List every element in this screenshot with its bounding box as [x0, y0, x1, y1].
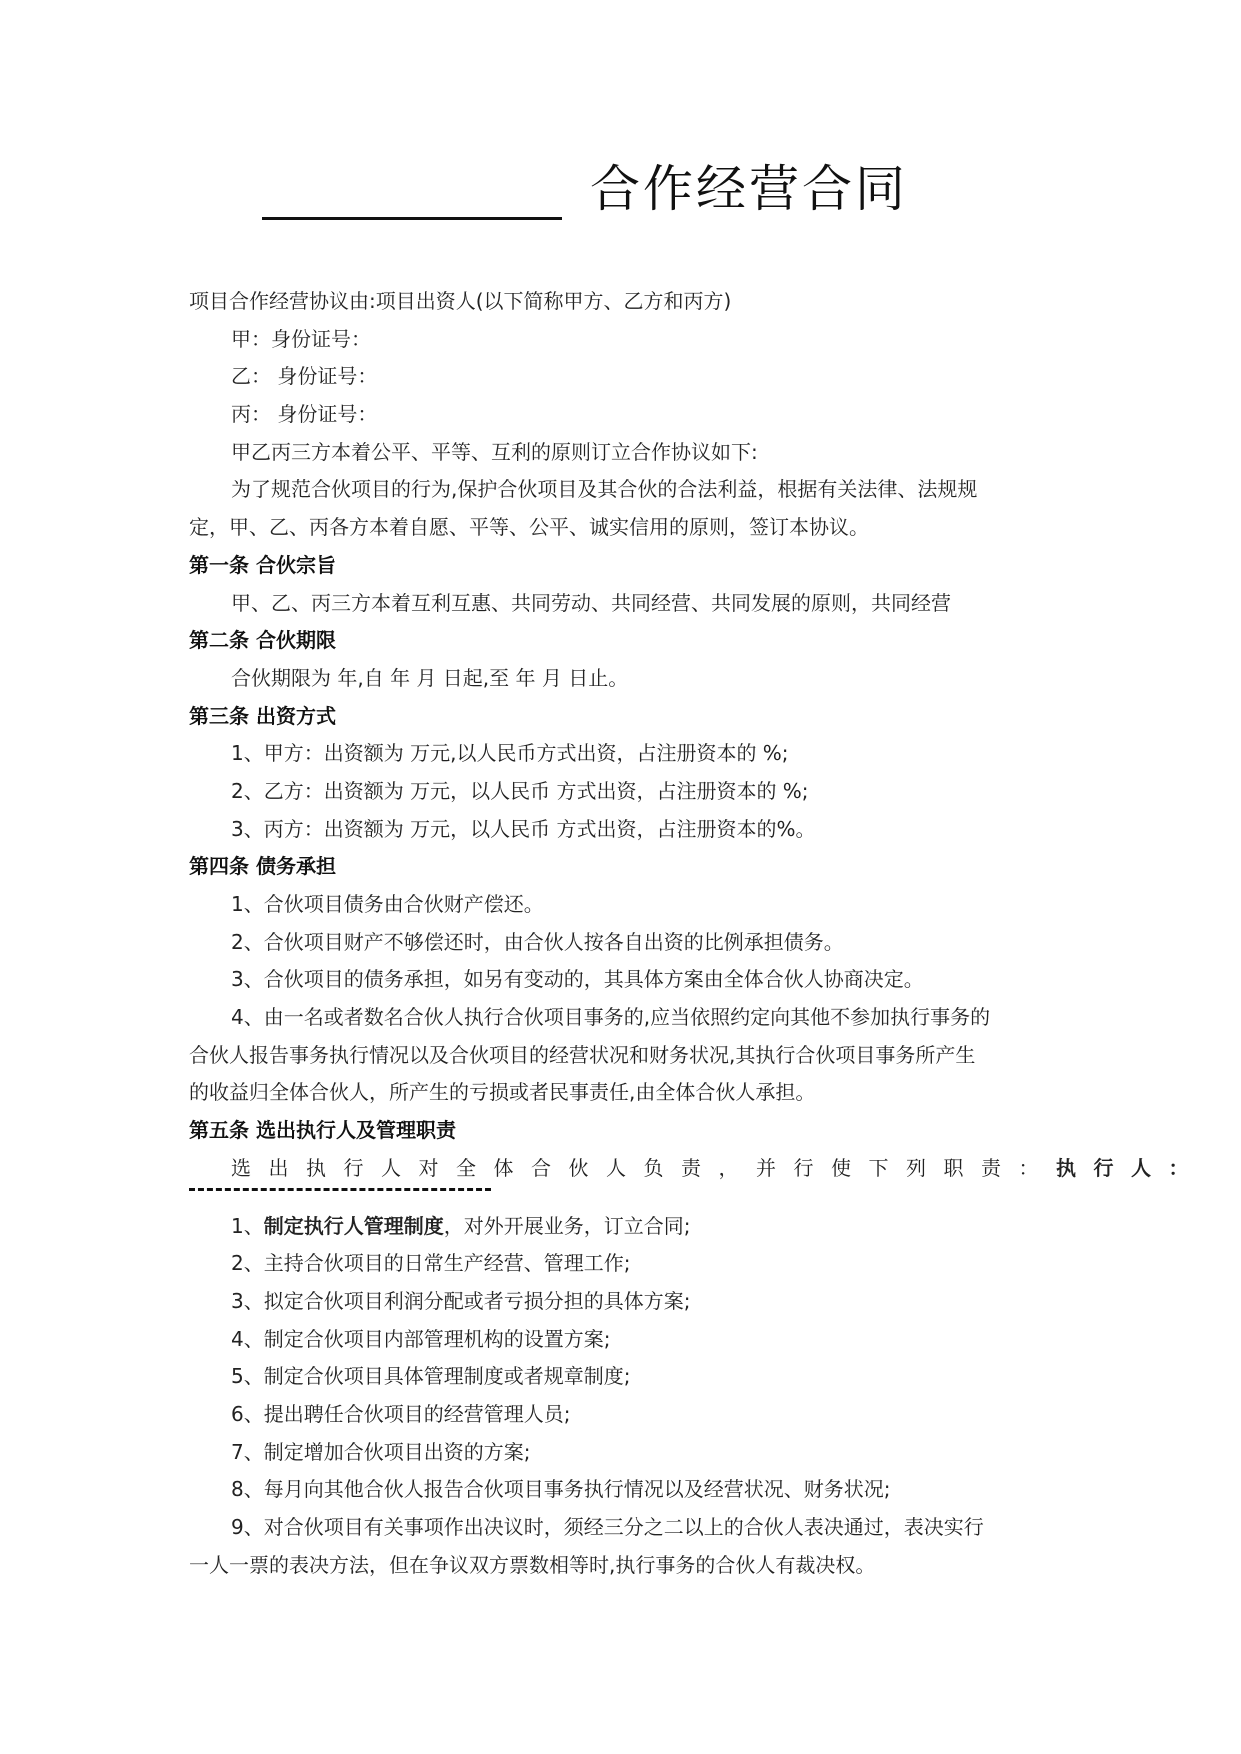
purpose-line-2: 定，甲、乙、丙各方本着自愿、平等、公平、诚实信用的原则，签订本协议。 — [189, 515, 869, 540]
title-row — [262, 150, 1022, 220]
article-4-item-4-line-1: 4、由一名或者数名合伙人执行合伙项目事务的,应当依照约定向其他不参加执行事务的 — [231, 1005, 991, 1030]
article-3-item-1: 1、甲方：出资额为 万元,以人民币方式出资，占注册资本的 %; — [231, 741, 789, 766]
article-5-item-1-number: 1、 — [231, 1213, 264, 1238]
executor-dashed-blank — [189, 1188, 491, 1191]
article-5-heading: 第五条 选出执行人及管理职责 — [189, 1118, 456, 1143]
article-5-item-7: 7、制定增加合伙项目出资的方案; — [231, 1439, 531, 1464]
article-4-heading: 第四条 债务承担 — [189, 854, 336, 879]
document-body — [189, 283, 1206, 1584]
article-5-item-6: 6、提出聘任合伙项目的经营管理人员; — [231, 1401, 571, 1426]
article-5-item-8: 8、每月向其他合伙人报告合伙项目事务执行情况以及经营状况、财务状况; — [231, 1477, 891, 1502]
executor-label: 执行人： — [1056, 1155, 1206, 1180]
article-5-item-9-line-1: 9、对合伙项目有关事项作出决议时，须经三分之二以上的合伙人表决通过，表决实行 — [231, 1515, 984, 1539]
intro-line: 项目合作经营协议由:项目出资人(以下简称甲方、乙方和丙方) — [189, 289, 732, 313]
article-3-heading: 第三条 出资方式 — [189, 703, 336, 728]
article-5-intro — [189, 1150, 1206, 1188]
article-1-text: 甲、乙、丙三方本着互利互惠、共同劳动、共同经营、共同发展的原则，共同经营 — [231, 590, 951, 615]
agreement-intro-line: 甲乙丙三方本着公平、平等、互利的原则订立合作协议如下: — [231, 439, 758, 464]
article-5-item-2: 2、主持合伙项目的日常生产经营、管理工作; — [231, 1251, 631, 1276]
article-4-item-4-line-2: 合伙人报告事务执行情况以及合伙项目的经营状况和财务状况,其执行合伙项目事务所产生 — [189, 1042, 976, 1067]
article-4-item-3: 3、合伙项目的债务承担，如另有变动的，其具体方案由全体合伙人协商决定。 — [231, 967, 924, 992]
article-5-item-4: 4、制定合伙项目内部管理机构的设置方案; — [231, 1326, 611, 1351]
party-b-line: 乙： 身份证号： — [231, 364, 378, 389]
article-5-item-1-bold: 制定执行人管理制度 — [263, 1213, 444, 1238]
purpose-line-1: 为了规范合伙项目的行为,保护合伙项目及其合伙的合法利益，根据有关法律、法规规 — [231, 477, 978, 502]
article-5-item-9-line-2: 一人一票的表决方法，但在争议双方票数相等时,执行事务的合伙人有裁决权。 — [189, 1552, 876, 1577]
article-5-intro-text: 选出执行人对全体合伙人负责，并行使下列职责： — [231, 1155, 1056, 1180]
article-2-heading: 第二条 合伙期限 — [189, 628, 336, 653]
article-1-heading: 第一条 合伙宗旨 — [189, 552, 336, 577]
article-4-item-2: 2、合伙项目财产不够偿还时，由合伙人按各自出资的比例承担债务。 — [231, 929, 844, 954]
document-title: 合作经营合同 — [590, 160, 908, 218]
article-4-item-1: 1、合伙项目债务由合伙财产偿还。 — [231, 892, 544, 916]
article-3-item-2: 2、乙方：出资额为 万元，以人民币 方式出资，占注册资本的 %; — [231, 778, 809, 803]
party-c-line: 丙： 身份证号： — [231, 402, 378, 427]
title-blank-underline — [262, 161, 562, 220]
article-5-item-1-rest: ，对外开展业务，订立合同; — [443, 1213, 691, 1238]
article-4-item-4-line-3: 的收益归全体合伙人，所产生的亏损或者民事责任,由全体合伙人承担。 — [189, 1080, 816, 1105]
article-5-item-3: 3、拟定合伙项目利润分配或者亏损分担的具体方案; — [231, 1288, 691, 1313]
article-5-item-1 — [189, 1208, 1059, 1246]
article-5-item-5: 5、制定合伙项目具体管理制度或者规章制度; — [231, 1364, 631, 1389]
article-2-text: 合伙期限为 年,自 年 月 日起,至 年 月 日止。 — [231, 665, 629, 690]
executor-blank-line — [189, 1188, 1059, 1202]
article-3-item-3: 3、丙方：出资额为 万元，以人民币 方式出资，占注册资本的%。 — [231, 816, 816, 841]
party-a-line: 甲：身份证号： — [231, 326, 371, 351]
